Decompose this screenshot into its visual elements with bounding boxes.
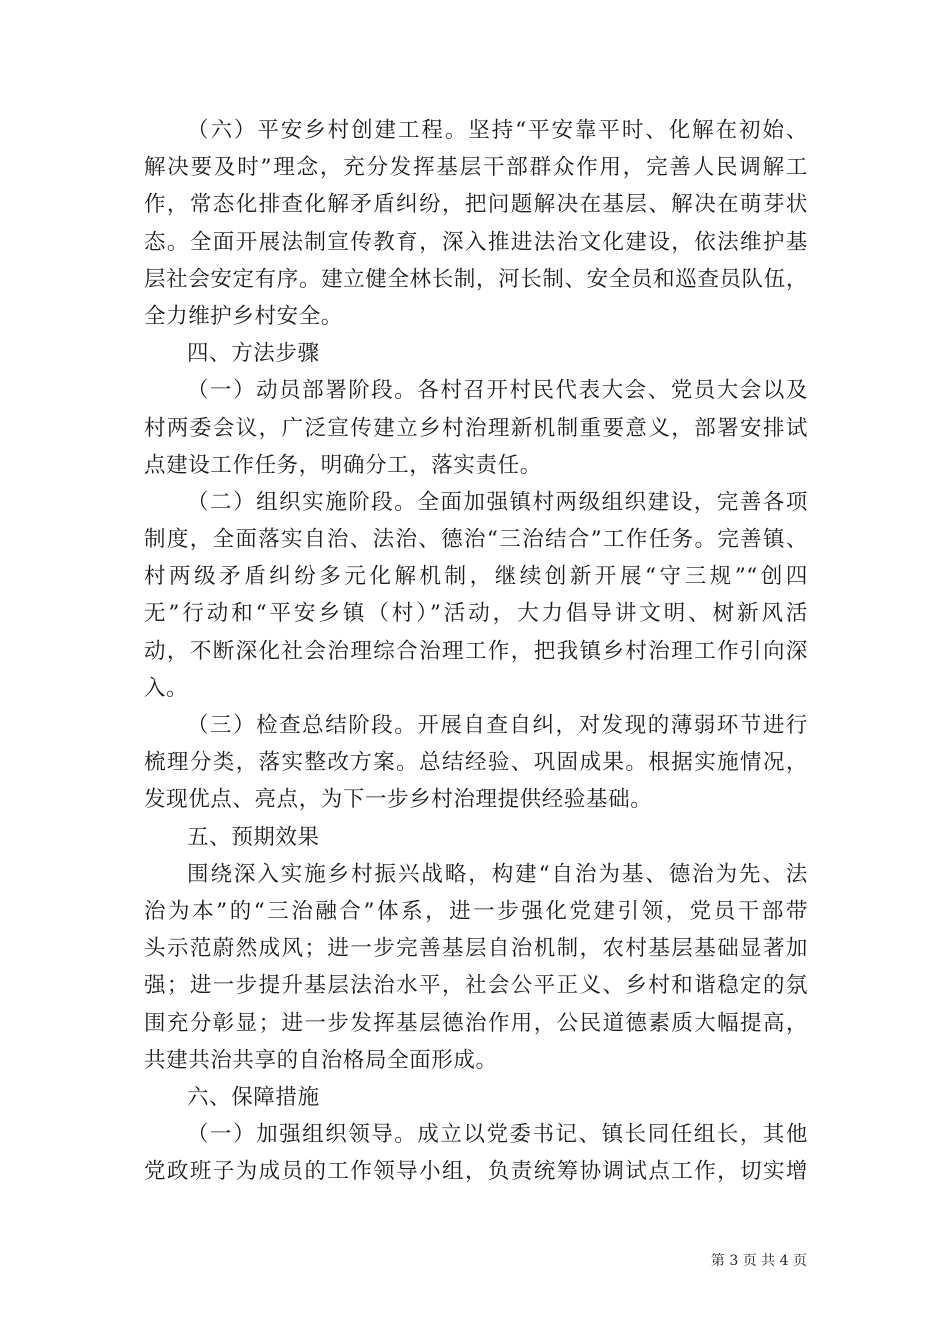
text-line: 头示范蔚然成风；进一步完善基层自治机制，农村基层基础显著加	[144, 936, 808, 962]
text-line: 点建设工作任务，明确分工，落实责任。	[144, 452, 542, 478]
text-line: 入。	[144, 675, 189, 701]
text-line: 村两级矛盾纠纷多元化解机制，继续创新开展“守三规”“创四	[144, 564, 808, 590]
document-body	[144, 112, 808, 1190]
section-heading: 六、保障措施	[187, 1084, 320, 1110]
text-line: 动，不断深化社会治理综合治理工作，把我镇乡村治理工作引向深	[144, 638, 808, 664]
text-line: 围充分彰显；进一步发挥基层德治作用，公民道德素质大幅提高，	[144, 1010, 808, 1036]
text-line: 解决要及时”理念，充分发挥基层干部群众作用，完善人民调解工	[144, 155, 808, 181]
text-line: 层社会安定有序。建立健全林长制，河长制、安全员和巡查员队伍，	[144, 266, 808, 292]
page-number-footer: 第 3 页 共 4 页	[710, 1253, 807, 1269]
text-line: 党政班子为成员的工作领导小组，负责统筹协调试点工作，切实增	[144, 1159, 808, 1185]
text-line: 作，常态化排查化解矛盾纠纷，把问题解决在基层、解决在萌芽状	[144, 192, 808, 218]
text-line: 制度，全面落实自治、法治、德治“三治结合”工作任务。完善镇、	[144, 527, 808, 553]
text-line: 强；进一步提升基层法治水平，社会公平正义、乡村和谐稳定的氛	[144, 973, 808, 999]
text-line: （一）加强组织领导。成立以党委书记、镇长同任组长，其他	[187, 1122, 808, 1148]
text-line: 村两委会议，广泛宣传建立乡村治理新机制重要意义，部署安排试	[144, 415, 808, 441]
text-line: 围绕深入实施乡村振兴战略，构建“自治为基、德治为先、法	[187, 861, 808, 887]
text-line: （一）动员部署阶段。各村召开村民代表大会、党员大会以及	[187, 378, 808, 404]
text-line: 发现优点、亮点，为下一步乡村治理提供经验基础。	[144, 787, 653, 813]
text-line: 共建共治共享的自治格局全面形成。	[144, 1047, 498, 1073]
text-line: （二）组织实施阶段。全面加强镇村两级组织建设，完善各项	[187, 489, 808, 515]
text-line: 态。全面开展法制宣传教育，深入推进法治文化建设，依法维护基	[144, 229, 808, 255]
text-line: 治为本”的“三治融合”体系，进一步强化党建引领，党员干部带	[144, 898, 808, 924]
section-heading: 四、方法步骤	[187, 341, 320, 367]
text-line: 梳理分类，落实整改方案。总结经验、巩固成果。根据实施情况，	[144, 750, 808, 776]
text-line: 无”行动和“平安乡镇（村）”活动，大力倡导讲文明、树新风活	[144, 601, 808, 627]
text-line: （六）平安乡村创建工程。坚持“平安靠平时、化解在初始、	[187, 118, 808, 143]
text-line: （三）检查总结阶段。开展自查自纠，对发现的薄弱环节进行	[187, 713, 808, 738]
section-heading: 五、预期效果	[187, 824, 320, 850]
text-line: 全力维护乡村安全。	[144, 303, 343, 329]
